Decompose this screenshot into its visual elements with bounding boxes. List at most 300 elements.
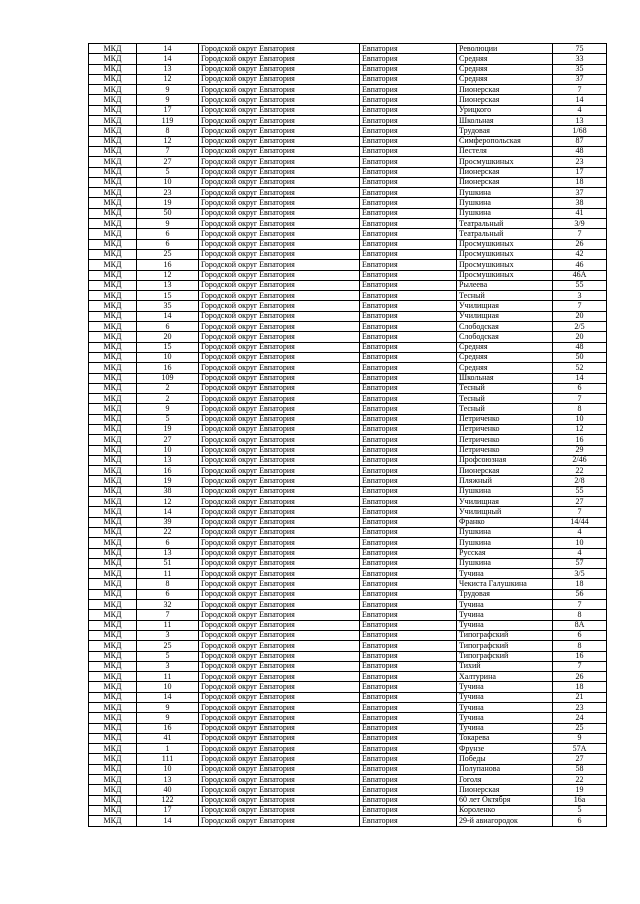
table-row	[89, 527, 607, 537]
district-cell: Городской округ Евпатория	[199, 455, 360, 465]
building-type-cell: МКД	[89, 301, 137, 311]
building-type-cell: МКД	[89, 785, 137, 795]
city-cell: Евпатория	[360, 672, 457, 682]
district-cell: Городской округ Евпатория	[199, 672, 360, 682]
district-cell: Городской округ Евпатория	[199, 280, 360, 290]
street-cell: Короленко	[457, 805, 553, 815]
floors-cell: 10	[137, 682, 199, 692]
house-number-cell: 33	[553, 54, 607, 64]
house-number-cell: 57А	[553, 744, 607, 754]
house-number-cell: 37	[553, 74, 607, 84]
house-number-cell: 2/46	[553, 455, 607, 465]
street-cell: Типографский	[457, 630, 553, 640]
city-cell: Евпатория	[360, 363, 457, 373]
city-cell: Евпатория	[360, 219, 457, 229]
city-cell: Евпатория	[360, 394, 457, 404]
building-type-cell: МКД	[89, 208, 137, 218]
table-row	[89, 177, 607, 187]
table-row	[89, 733, 607, 743]
table-row	[89, 579, 607, 589]
city-cell: Евпатория	[360, 424, 457, 434]
building-type-cell: МКД	[89, 733, 137, 743]
table-row	[89, 517, 607, 527]
district-cell: Городской округ Евпатория	[199, 692, 360, 702]
district-cell: Городской округ Евпатория	[199, 414, 360, 424]
floors-cell: 5	[137, 651, 199, 661]
city-cell: Евпатория	[360, 270, 457, 280]
district-cell: Городской округ Евпатория	[199, 44, 360, 54]
building-type-cell: МКД	[89, 116, 137, 126]
street-cell: Просмушкиных	[457, 157, 553, 167]
building-type-cell: МКД	[89, 641, 137, 651]
table-row	[89, 610, 607, 620]
district-cell: Городской округ Евпатория	[199, 610, 360, 620]
city-cell: Евпатория	[360, 332, 457, 342]
street-cell: Токарева	[457, 733, 553, 743]
house-number-cell: 55	[553, 486, 607, 496]
house-number-cell: 18	[553, 579, 607, 589]
building-type-cell: МКД	[89, 239, 137, 249]
street-cell: Тучина	[457, 600, 553, 610]
city-cell: Евпатория	[360, 733, 457, 743]
street-cell: Тучина	[457, 703, 553, 713]
building-type-cell: МКД	[89, 342, 137, 352]
house-number-cell: 56	[553, 589, 607, 599]
floors-cell: 5	[137, 167, 199, 177]
building-type-cell: МКД	[89, 476, 137, 486]
floors-cell: 9	[137, 95, 199, 105]
district-cell: Городской округ Евпатория	[199, 85, 360, 95]
district-cell: Городской округ Евпатория	[199, 558, 360, 568]
street-cell: Тучина	[457, 713, 553, 723]
district-cell: Городской округ Евпатория	[199, 795, 360, 805]
table-row	[89, 394, 607, 404]
building-type-cell: МКД	[89, 816, 137, 826]
table-row	[89, 301, 607, 311]
housing-table	[88, 43, 607, 827]
table-row	[89, 249, 607, 259]
city-cell: Евпатория	[360, 455, 457, 465]
city-cell: Евпатория	[360, 692, 457, 702]
floors-cell: 27	[137, 157, 199, 167]
district-cell: Городской округ Евпатория	[199, 342, 360, 352]
house-number-cell: 22	[553, 466, 607, 476]
floors-cell: 16	[137, 260, 199, 270]
floors-cell: 35	[137, 301, 199, 311]
city-cell: Евпатория	[360, 517, 457, 527]
street-cell: Тесный	[457, 291, 553, 301]
building-type-cell: МКД	[89, 95, 137, 105]
district-cell: Городской округ Евпатория	[199, 620, 360, 630]
district-cell: Городской округ Евпатория	[199, 126, 360, 136]
table-row	[89, 291, 607, 301]
building-type-cell: МКД	[89, 569, 137, 579]
house-number-cell: 16	[553, 435, 607, 445]
floors-cell: 9	[137, 85, 199, 95]
street-cell: Пушкина	[457, 527, 553, 537]
city-cell: Евпатория	[360, 703, 457, 713]
district-cell: Городской округ Евпатория	[199, 322, 360, 332]
district-cell: Городской округ Евпатория	[199, 188, 360, 198]
table-row	[89, 404, 607, 414]
house-number-cell: 6	[553, 383, 607, 393]
house-number-cell: 8	[553, 610, 607, 620]
street-cell: Халтурина	[457, 672, 553, 682]
house-number-cell: 27	[553, 754, 607, 764]
district-cell: Городской округ Евпатория	[199, 229, 360, 239]
district-cell: Городской округ Евпатория	[199, 641, 360, 651]
house-number-cell: 8	[553, 404, 607, 414]
table-row	[89, 486, 607, 496]
floors-cell: 13	[137, 64, 199, 74]
table-row	[89, 703, 607, 713]
building-type-cell: МКД	[89, 805, 137, 815]
city-cell: Евпатория	[360, 507, 457, 517]
floors-cell: 109	[137, 373, 199, 383]
house-number-cell: 22	[553, 775, 607, 785]
building-type-cell: МКД	[89, 703, 137, 713]
city-cell: Евпатория	[360, 651, 457, 661]
district-cell: Городской округ Евпатория	[199, 167, 360, 177]
street-cell: Средняя	[457, 54, 553, 64]
building-type-cell: МКД	[89, 414, 137, 424]
building-type-cell: МКД	[89, 146, 137, 156]
floors-cell: 23	[137, 188, 199, 198]
floors-cell: 19	[137, 198, 199, 208]
table-row	[89, 589, 607, 599]
district-cell: Городской округ Евпатория	[199, 54, 360, 64]
street-cell: Театральный	[457, 219, 553, 229]
table-row	[89, 600, 607, 610]
district-cell: Городской округ Евпатория	[199, 589, 360, 599]
table-row	[89, 136, 607, 146]
floors-cell: 2	[137, 383, 199, 393]
table-row	[89, 44, 607, 54]
city-cell: Евпатория	[360, 589, 457, 599]
table-row	[89, 497, 607, 507]
table-row	[89, 146, 607, 156]
building-type-cell: МКД	[89, 394, 137, 404]
floors-cell: 14	[137, 54, 199, 64]
house-number-cell: 50	[553, 352, 607, 362]
street-cell: Пушкина	[457, 486, 553, 496]
house-number-cell: 4	[553, 548, 607, 558]
district-cell: Городской округ Евпатория	[199, 600, 360, 610]
floors-cell: 14	[137, 311, 199, 321]
street-cell: Средняя	[457, 363, 553, 373]
street-cell: Рылеева	[457, 280, 553, 290]
floors-cell: 11	[137, 672, 199, 682]
district-cell: Городской округ Евпатория	[199, 105, 360, 115]
street-cell: Средняя	[457, 352, 553, 362]
floors-cell: 16	[137, 723, 199, 733]
city-cell: Евпатория	[360, 352, 457, 362]
street-cell: Училищный	[457, 507, 553, 517]
floors-cell: 19	[137, 424, 199, 434]
street-cell: Пионерская	[457, 167, 553, 177]
street-cell: Пушкина	[457, 198, 553, 208]
building-type-cell: МКД	[89, 260, 137, 270]
house-number-cell: 42	[553, 249, 607, 259]
street-cell: Пестеля	[457, 146, 553, 156]
street-cell: Петриченко	[457, 445, 553, 455]
city-cell: Евпатория	[360, 301, 457, 311]
building-type-cell: МКД	[89, 105, 137, 115]
district-cell: Городской округ Евпатория	[199, 249, 360, 259]
city-cell: Евпатория	[360, 208, 457, 218]
building-type-cell: МКД	[89, 424, 137, 434]
district-cell: Городской округ Евпатория	[199, 476, 360, 486]
house-number-cell: 10	[553, 414, 607, 424]
table-row	[89, 229, 607, 239]
floors-cell: 6	[137, 538, 199, 548]
floors-cell: 6	[137, 229, 199, 239]
table-body	[89, 44, 607, 827]
house-number-cell: 10	[553, 538, 607, 548]
street-cell: Тучина	[457, 692, 553, 702]
floors-cell: 7	[137, 146, 199, 156]
floors-cell: 5	[137, 414, 199, 424]
building-type-cell: МКД	[89, 579, 137, 589]
street-cell: Тесный	[457, 404, 553, 414]
floors-cell: 11	[137, 569, 199, 579]
floors-cell: 1	[137, 744, 199, 754]
floors-cell: 3	[137, 630, 199, 640]
table-row	[89, 630, 607, 640]
city-cell: Евпатория	[360, 558, 457, 568]
district-cell: Городской округ Евпатория	[199, 527, 360, 537]
floors-cell: 13	[137, 280, 199, 290]
building-type-cell: МКД	[89, 291, 137, 301]
building-type-cell: МКД	[89, 744, 137, 754]
building-type-cell: МКД	[89, 620, 137, 630]
table-row	[89, 198, 607, 208]
floors-cell: 6	[137, 322, 199, 332]
table-row	[89, 414, 607, 424]
district-cell: Городской округ Евпатория	[199, 507, 360, 517]
house-number-cell: 3	[553, 291, 607, 301]
house-number-cell: 18	[553, 682, 607, 692]
table-row	[89, 208, 607, 218]
floors-cell: 11	[137, 620, 199, 630]
district-cell: Городской округ Евпатория	[199, 517, 360, 527]
building-type-cell: МКД	[89, 600, 137, 610]
floors-cell: 17	[137, 105, 199, 115]
house-number-cell: 5	[553, 805, 607, 815]
street-cell: Гоголя	[457, 775, 553, 785]
floors-cell: 14	[137, 44, 199, 54]
house-number-cell: 46А	[553, 270, 607, 280]
district-cell: Городской округ Евпатория	[199, 435, 360, 445]
building-type-cell: МКД	[89, 167, 137, 177]
table-row	[89, 723, 607, 733]
house-number-cell: 2/8	[553, 476, 607, 486]
city-cell: Евпатория	[360, 249, 457, 259]
house-number-cell: 35	[553, 64, 607, 74]
house-number-cell: 14	[553, 95, 607, 105]
floors-cell: 27	[137, 435, 199, 445]
city-cell: Евпатория	[360, 744, 457, 754]
table-row	[89, 435, 607, 445]
table-row	[89, 373, 607, 383]
city-cell: Евпатория	[360, 610, 457, 620]
building-type-cell: МКД	[89, 44, 137, 54]
district-cell: Городской округ Евпатория	[199, 95, 360, 105]
floors-cell: 14	[137, 692, 199, 702]
house-number-cell: 46	[553, 260, 607, 270]
building-type-cell: МКД	[89, 713, 137, 723]
city-cell: Евпатория	[360, 630, 457, 640]
floors-cell: 8	[137, 126, 199, 136]
city-cell: Евпатория	[360, 239, 457, 249]
street-cell: Чекиста Галушкина	[457, 579, 553, 589]
district-cell: Городской округ Евпатория	[199, 352, 360, 362]
city-cell: Евпатория	[360, 373, 457, 383]
district-cell: Городской округ Евпатория	[199, 260, 360, 270]
house-number-cell: 8А	[553, 620, 607, 630]
building-type-cell: МКД	[89, 363, 137, 373]
table-row	[89, 219, 607, 229]
street-cell: Школьная	[457, 373, 553, 383]
city-cell: Евпатория	[360, 198, 457, 208]
city-cell: Евпатория	[360, 383, 457, 393]
street-cell: Средняя	[457, 74, 553, 84]
district-cell: Городской округ Евпатория	[199, 466, 360, 476]
city-cell: Евпатория	[360, 569, 457, 579]
building-type-cell: МКД	[89, 74, 137, 84]
table-row	[89, 455, 607, 465]
city-cell: Евпатория	[360, 600, 457, 610]
table-row	[89, 548, 607, 558]
house-number-cell: 7	[553, 600, 607, 610]
city-cell: Евпатория	[360, 44, 457, 54]
city-cell: Евпатория	[360, 445, 457, 455]
floors-cell: 40	[137, 785, 199, 795]
building-type-cell: МКД	[89, 188, 137, 198]
district-cell: Городской округ Евпатория	[199, 569, 360, 579]
city-cell: Евпатория	[360, 527, 457, 537]
district-cell: Городской округ Евпатория	[199, 136, 360, 146]
building-type-cell: МКД	[89, 85, 137, 95]
house-number-cell: 87	[553, 136, 607, 146]
table-row	[89, 507, 607, 517]
district-cell: Городской округ Евпатория	[199, 116, 360, 126]
house-number-cell: 13	[553, 116, 607, 126]
floors-cell: 14	[137, 507, 199, 517]
table-row	[89, 424, 607, 434]
street-cell: Тесный	[457, 394, 553, 404]
table-row	[89, 445, 607, 455]
city-cell: Евпатория	[360, 85, 457, 95]
house-number-cell: 41	[553, 208, 607, 218]
building-type-cell: МКД	[89, 177, 137, 187]
floors-cell: 10	[137, 177, 199, 187]
house-number-cell: 7	[553, 301, 607, 311]
house-number-cell: 38	[553, 198, 607, 208]
table-row	[89, 363, 607, 373]
district-cell: Городской округ Евпатория	[199, 682, 360, 692]
city-cell: Евпатория	[360, 229, 457, 239]
building-type-cell: МКД	[89, 455, 137, 465]
house-number-cell: 7	[553, 229, 607, 239]
city-cell: Евпатория	[360, 404, 457, 414]
house-number-cell: 8	[553, 641, 607, 651]
building-type-cell: МКД	[89, 54, 137, 64]
floors-cell: 12	[137, 497, 199, 507]
city-cell: Евпатория	[360, 157, 457, 167]
floors-cell: 3	[137, 661, 199, 671]
city-cell: Евпатория	[360, 116, 457, 126]
house-number-cell: 37	[553, 188, 607, 198]
building-type-cell: МКД	[89, 754, 137, 764]
house-number-cell: 14/44	[553, 517, 607, 527]
building-type-cell: МКД	[89, 589, 137, 599]
street-cell: Типографский	[457, 651, 553, 661]
house-number-cell: 29	[553, 445, 607, 455]
house-number-cell: 21	[553, 692, 607, 702]
table-row	[89, 620, 607, 630]
building-type-cell: МКД	[89, 157, 137, 167]
house-number-cell: 24	[553, 713, 607, 723]
street-cell: Тихий	[457, 661, 553, 671]
house-number-cell: 19	[553, 785, 607, 795]
house-number-cell: 27	[553, 497, 607, 507]
building-type-cell: МКД	[89, 445, 137, 455]
table-row	[89, 64, 607, 74]
street-cell: Пионерская	[457, 466, 553, 476]
floors-cell: 10	[137, 445, 199, 455]
house-number-cell: 23	[553, 703, 607, 713]
table-row	[89, 352, 607, 362]
table-row	[89, 569, 607, 579]
street-cell: Пляжный	[457, 476, 553, 486]
building-type-cell: МКД	[89, 435, 137, 445]
district-cell: Городской округ Евпатория	[199, 486, 360, 496]
house-number-cell: 18	[553, 177, 607, 187]
city-cell: Евпатория	[360, 146, 457, 156]
district-cell: Городской округ Евпатория	[199, 785, 360, 795]
district-cell: Городской округ Евпатория	[199, 661, 360, 671]
building-type-cell: МКД	[89, 322, 137, 332]
floors-cell: 25	[137, 249, 199, 259]
floors-cell: 25	[137, 641, 199, 651]
street-cell: Пионерская	[457, 177, 553, 187]
district-cell: Городской округ Евпатория	[199, 311, 360, 321]
house-number-cell: 7	[553, 394, 607, 404]
district-cell: Городской округ Евпатория	[199, 445, 360, 455]
table-row	[89, 754, 607, 764]
house-number-cell: 3/5	[553, 569, 607, 579]
floors-cell: 2	[137, 394, 199, 404]
table-row	[89, 785, 607, 795]
house-number-cell: 4	[553, 105, 607, 115]
table-row	[89, 74, 607, 84]
house-number-cell: 75	[553, 44, 607, 54]
city-cell: Евпатория	[360, 548, 457, 558]
building-type-cell: МКД	[89, 229, 137, 239]
city-cell: Евпатория	[360, 435, 457, 445]
building-type-cell: МКД	[89, 775, 137, 785]
building-type-cell: МКД	[89, 311, 137, 321]
district-cell: Городской округ Евпатория	[199, 198, 360, 208]
city-cell: Евпатория	[360, 764, 457, 774]
city-cell: Евпатория	[360, 95, 457, 105]
district-cell: Городской округ Евпатория	[199, 373, 360, 383]
house-number-cell: 57	[553, 558, 607, 568]
district-cell: Городской округ Евпатория	[199, 775, 360, 785]
district-cell: Городской округ Евпатория	[199, 239, 360, 249]
building-type-cell: МКД	[89, 651, 137, 661]
